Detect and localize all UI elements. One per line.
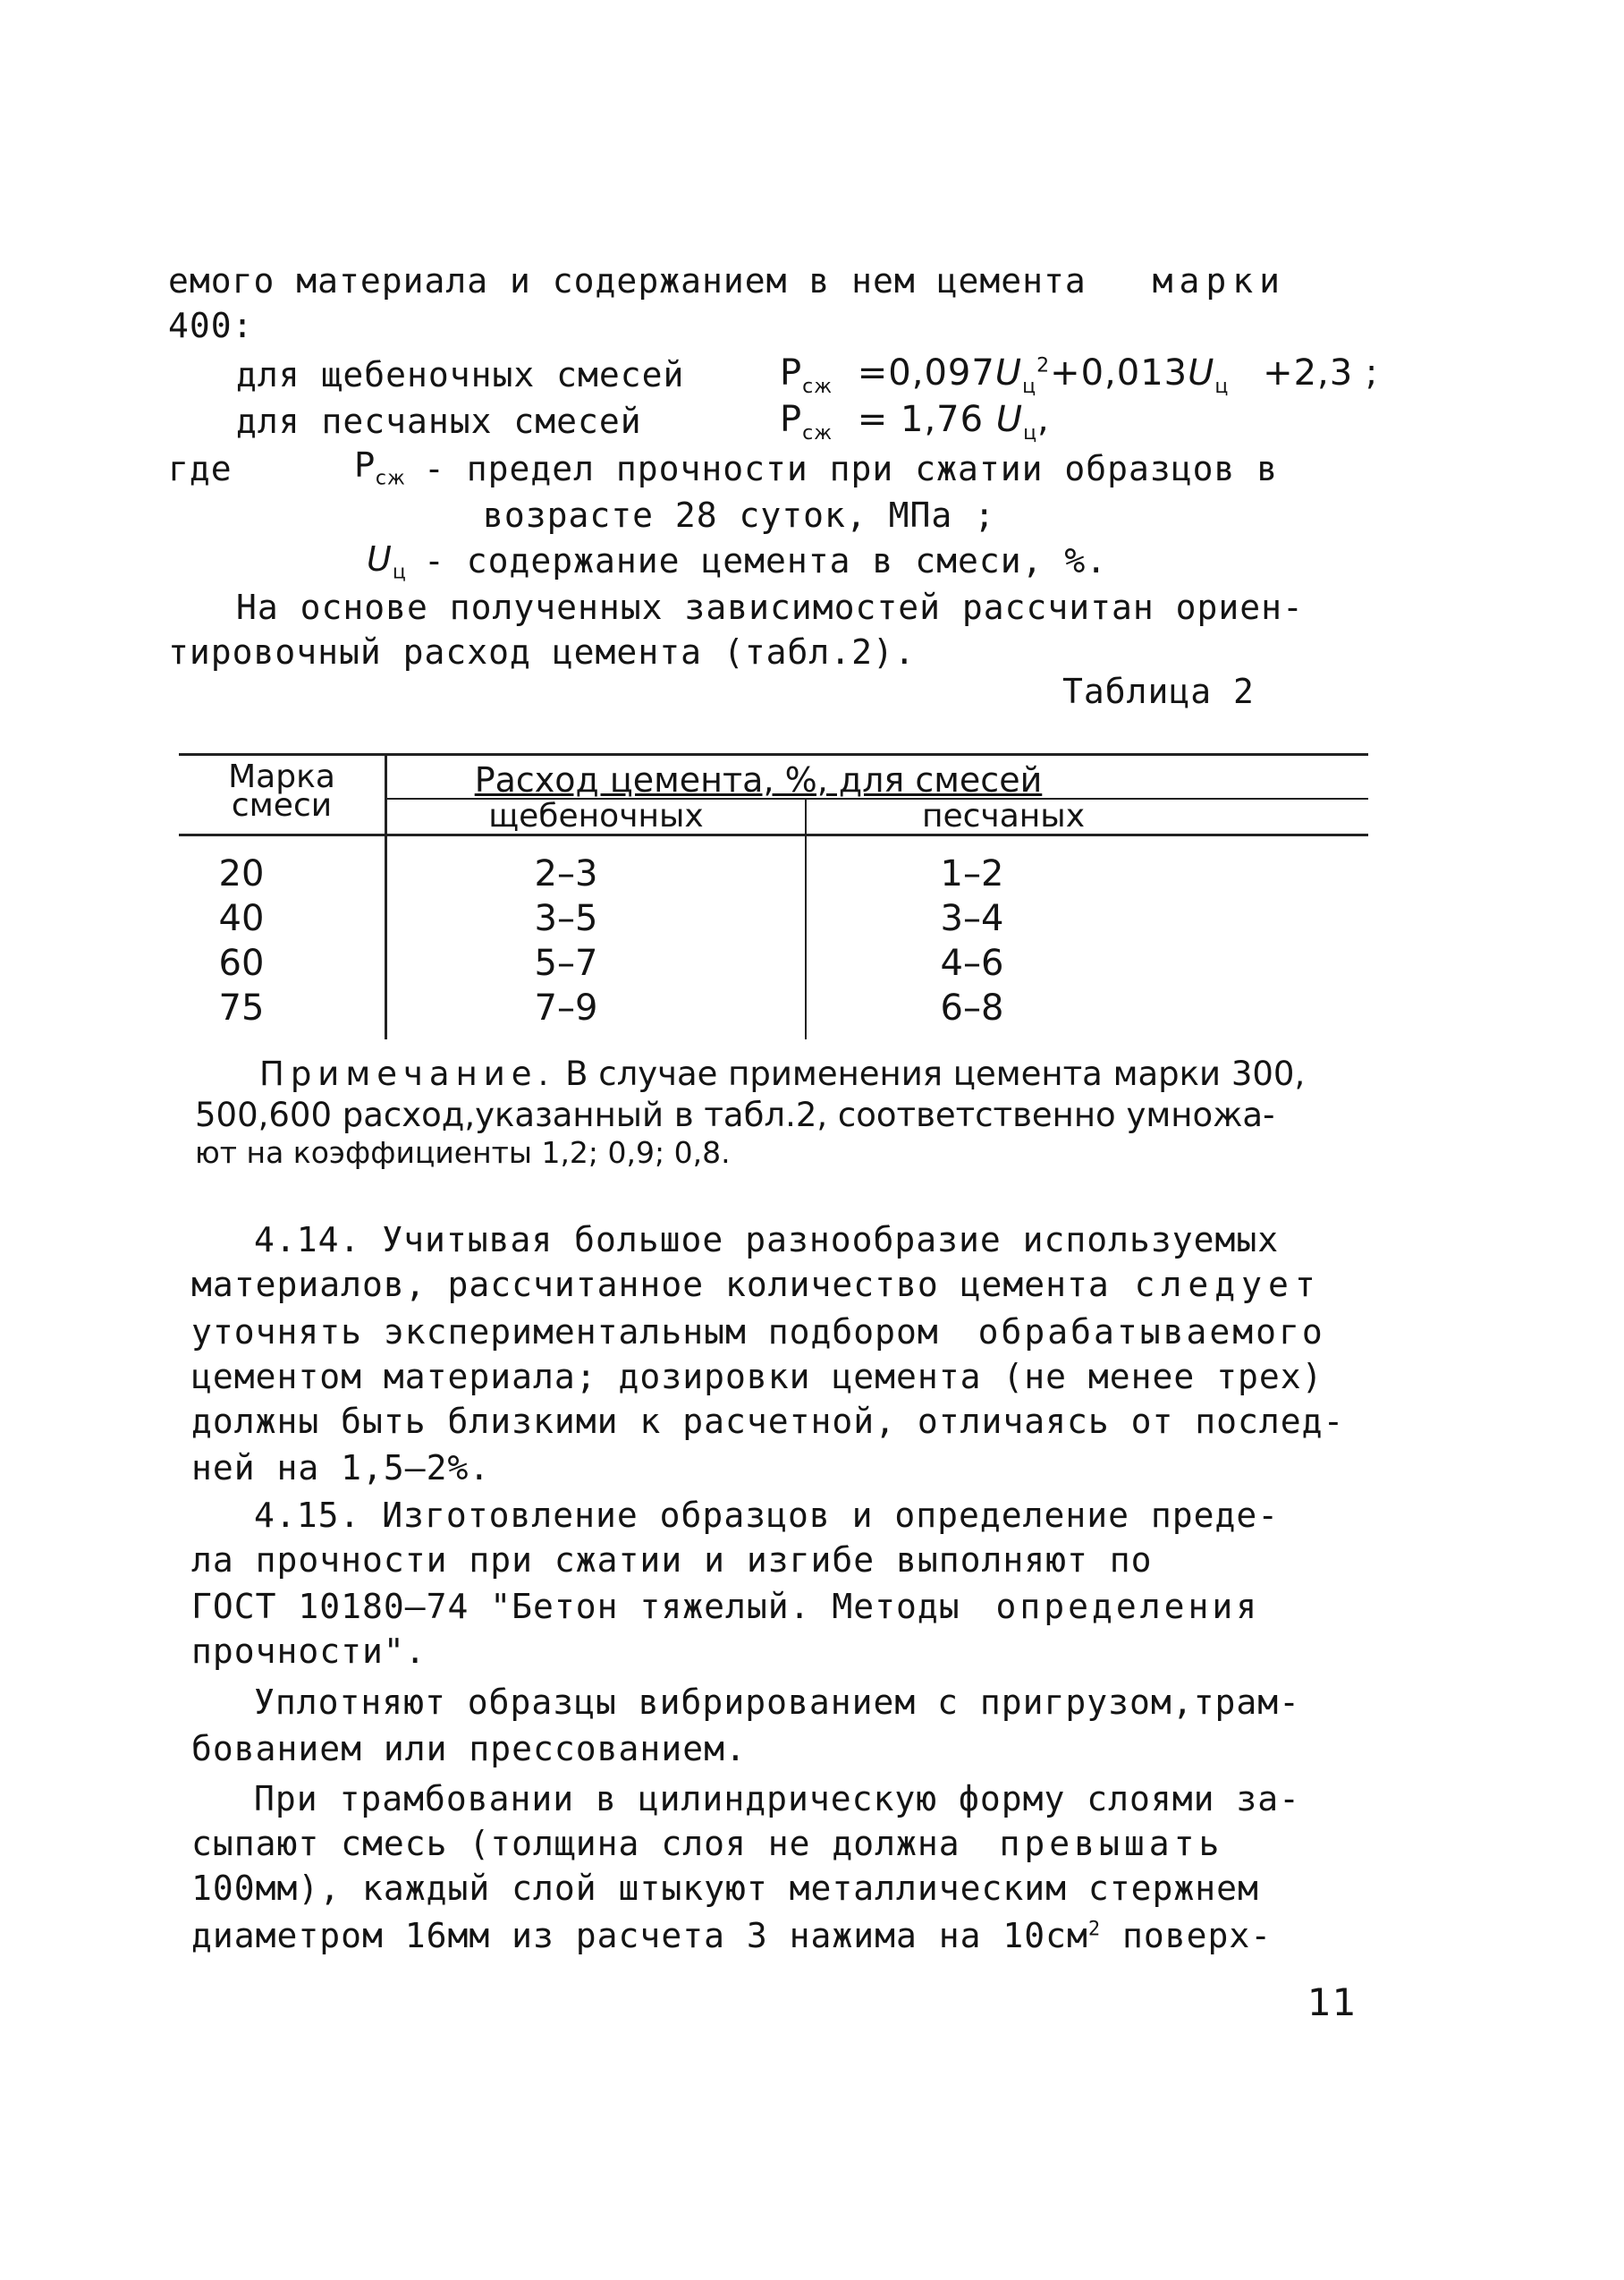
row-gravel: 7–9 [534, 987, 598, 1029]
p414-line-3 [191, 1313, 1325, 1352]
group-header: Расход цемента, %, для смесей [474, 760, 1043, 800]
where-p-sub: сж [375, 467, 406, 490]
table-caption: Таблица 2 [1062, 672, 1255, 711]
p414-line-1: 4.14. Учитывая большое разнообразие используемых [254, 1220, 1280, 1259]
note-label: Примечание. [259, 1055, 555, 1093]
gravel-var-1: U [994, 352, 1023, 394]
row-grade: 60 [218, 943, 265, 984]
col3-header: песчаных [921, 798, 1086, 835]
note-line-1 [259, 1055, 1305, 1094]
p415-line-4: прочности". [191, 1632, 427, 1671]
col1-header-a: Марка [228, 759, 335, 795]
gravel-var-2-sub: ц [1214, 376, 1230, 398]
basis-line-2: тировочный расход цемента (табл.2). [168, 632, 916, 672]
sand-end: , [1037, 399, 1050, 440]
p414-line-3-text: уточнять экспериментальным подбором [191, 1312, 939, 1352]
where-u-sub: ц [392, 561, 407, 584]
compact-line-2: бованием или прессованием. [191, 1729, 747, 1768]
row-grade: 40 [218, 898, 265, 939]
gravel-coef-b: +0,013 [1050, 352, 1188, 394]
row-sand: 3–4 [940, 898, 1004, 939]
p414-line-4: цементом материала; дозировки цемента (не менее трех) [191, 1357, 1324, 1396]
p414-line-2 [191, 1266, 1322, 1305]
gravel-coef-c: +2,3 ; [1263, 352, 1379, 394]
p415-line-3 [191, 1588, 1260, 1627]
sand-coef: = 1,76 [857, 399, 985, 440]
p414-line-5: должны быть близкими к расчетной, отличаясь от послед- [191, 1402, 1345, 1441]
where-label: где [168, 449, 233, 488]
tamp-line-4-b: поверх- [1101, 1916, 1273, 1955]
intro-line-1-tail: марки [1152, 261, 1287, 301]
tamp-line-4-a: диаметром 16мм из расчета 3 нажима на 10см [191, 1916, 1088, 1955]
where-p-sym: P [354, 445, 376, 485]
note-line-3: ют на коэффициенты 1,2; 0,9; 0,8. [195, 1135, 731, 1170]
row-grade: 20 [218, 853, 265, 894]
note-line-2: 500,600 расход,указанный в табл.2, соответственно умножа- [195, 1096, 1275, 1134]
gravel-coef-a: =0,097 [857, 352, 995, 394]
gravel-lhs-sub: сж [802, 376, 833, 398]
p415-line-2: ла прочности при сжатии и изгибе выполняют по [191, 1540, 1153, 1580]
compact-line-1: Уплотняют образцы вибрированием с пригрузом,трам- [254, 1682, 1301, 1722]
gravel-var-2: U [1188, 352, 1215, 394]
row-gravel: 5–7 [534, 943, 598, 984]
row-gravel: 3–5 [534, 898, 598, 939]
intro-line-1-text: емого материала и содержанием в нем цемента [168, 261, 1087, 301]
where-u-def: - содержание цемента в смеси, %. [424, 541, 1108, 581]
tamp-line-2-tail: превышать [999, 1824, 1224, 1863]
p415-line-1: 4.15. Изготовление образцов и определение преде- [254, 1496, 1280, 1535]
where-p-symbol [354, 446, 406, 490]
intro-line-1 [168, 262, 1286, 301]
intro-line-2: 400: [168, 306, 254, 345]
tamp-line-3: 100мм), каждый слой штыкуют металлическим стержнем [191, 1869, 1259, 1908]
table-top-rule [179, 753, 1368, 756]
formula-sand [780, 399, 1050, 445]
row-grade: 75 [218, 987, 265, 1029]
col2-header: щебеночных [488, 798, 704, 835]
sand-lhs-sub: сж [802, 422, 833, 445]
sand-var: U [995, 399, 1024, 440]
basis-line-1: На основе полученных зависимостей рассчитан ориен- [236, 588, 1304, 627]
page-number: 11 [1307, 1980, 1358, 2024]
tamp-line-4-sup: 2 [1087, 1918, 1102, 1941]
where-p-def-1: - предел прочности при сжатии образцов в [424, 449, 1279, 488]
sand-var-sub: ц [1023, 422, 1038, 445]
formula-sand-label: для песчаных смесей [236, 402, 642, 441]
col1-header-b: смеси [231, 787, 333, 824]
tamp-line-2 [191, 1825, 1223, 1864]
row-sand: 4–6 [940, 943, 1004, 984]
formula-gravel-label: для щебеночных смесей [236, 355, 685, 394]
p415-line-3-text: ГОСТ 10180–74 "Бетон тяжелый. Методы [191, 1587, 960, 1626]
sand-lhs: P [780, 399, 803, 440]
tamp-line-4 [191, 1917, 1272, 1956]
gravel-var-1-sup: 2 [1036, 354, 1051, 377]
p414-line-6: ней на 1,5–2%. [191, 1448, 491, 1488]
p415-line-3-tail: определения [995, 1587, 1261, 1626]
tamp-line-1: При трамбовании в цилиндрическую форму слоями за- [254, 1779, 1301, 1818]
where-p-def-2: возрасте 28 суток, МПа ; [483, 496, 996, 535]
where-u-sym: U [367, 539, 393, 579]
p414-line-2-text: материалов, рассчитанное количество цемента [191, 1265, 1110, 1304]
note-line-1-text: В случае применения цемента марки 300, [554, 1055, 1306, 1093]
p414-line-2-tail: следует [1134, 1265, 1322, 1304]
gravel-var-1-sub: ц [1022, 376, 1037, 398]
gravel-lhs: P [780, 352, 803, 394]
row-sand: 1–2 [940, 853, 1004, 894]
row-gravel: 2–3 [534, 853, 598, 894]
row-sand: 6–8 [940, 987, 1004, 1029]
tamp-line-2-text: сыпают смесь (толщина слоя не должна [191, 1824, 960, 1863]
where-u-symbol [367, 540, 407, 584]
p414-line-3-tail: обрабатываемого [977, 1312, 1325, 1352]
formula-gravel [780, 352, 1378, 398]
